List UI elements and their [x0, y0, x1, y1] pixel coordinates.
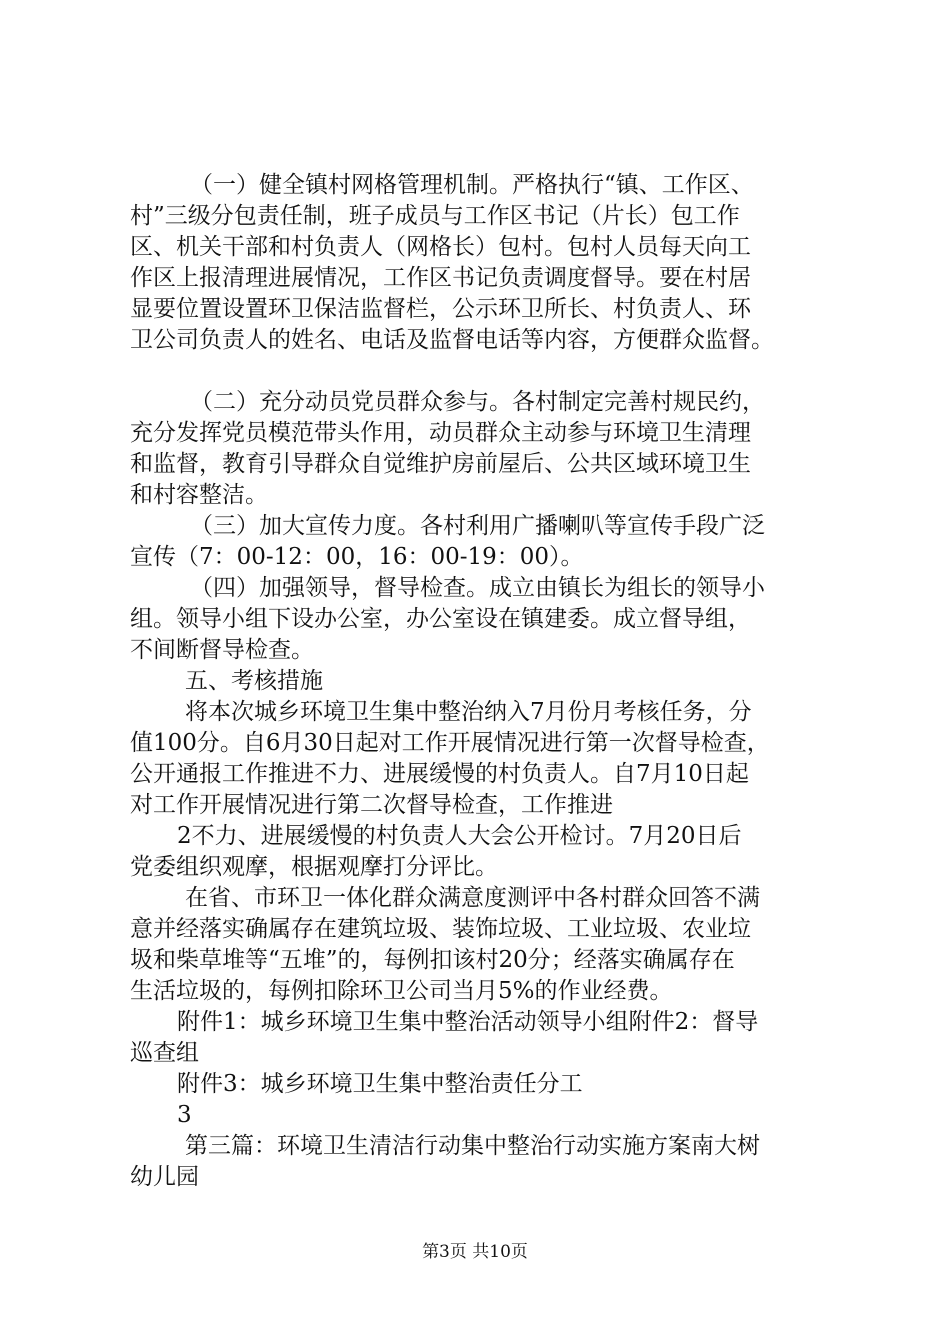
text-line: 卫公司负责人的姓名、电话及监督电话等内容，方便群众监督。: [130, 327, 774, 353]
text-line: （二）充分动员党员群众参与。各村制定完善村规民约，: [190, 389, 765, 415]
text-line: 对工作开展情况进行第二次督导检查，工作推进: [130, 792, 613, 818]
text-line: 村”三级分包责任制，班子成员与工作区书记（片长）包工作: [130, 203, 740, 229]
text-line: （一）健全镇村网格管理机制。严格执行“镇、工作区、: [190, 172, 754, 198]
text-line: 党委组织观摩，根据观摩打分评比。: [130, 854, 498, 880]
text-line: 将本次城乡环境卫生集中整治纳入7月份月考核任务，分: [185, 699, 752, 725]
text-line: 作区上报清理进展情况，工作区书记负责调度督导。要在村居: [130, 265, 751, 291]
text-line: 区、机关干部和村负责人（网格长）包村。包村人员每天向工: [130, 234, 751, 260]
text-line: 显要位置设置环卫保洁监督栏，公示环卫所长、村负责人、环: [130, 296, 751, 322]
text-line: （四）加强领导，督导检查。成立由镇长为组长的领导小: [190, 575, 765, 601]
text-line: 不间断督导检查。: [130, 637, 314, 663]
text-line: 生活垃圾的，每例扣除环卫公司当月5%的作业经费。: [130, 978, 673, 1004]
chapter-heading: 幼儿园: [130, 1164, 199, 1190]
text-line: （三）加大宣传力度。各村利用广播喇叭等宣传手段广泛: [190, 513, 765, 539]
text-line: 圾和柴草堆等“五堆”的，每例扣该村20分；经落实确属存在: [130, 947, 735, 973]
text-line: 意并经落实确属存在建筑垃圾、装饰垃圾、工业垃圾、农业垃: [130, 916, 751, 942]
text-line: 3: [177, 1102, 192, 1128]
text-line: 宣传（7：00-12：00，16：00-19：00）。: [130, 544, 584, 570]
text-line: 值100分。自6月30日起对工作开展情况进行第一次督导检查，: [130, 730, 770, 756]
chapter-heading: 第三篇：环境卫生清洁行动集中整治行动实施方案南大树: [185, 1133, 760, 1159]
text-line: 和监督，教育引导群众自觉维护房前屋后、公共区域环境卫生: [130, 451, 751, 477]
text-line: 公开通报工作推进不力、进展缓慢的村负责人。自7月10日起: [130, 761, 749, 787]
attachment-line: 附件1：城乡环境卫生集中整治活动领导小组附件2：督导: [177, 1009, 759, 1035]
section-heading: 五、考核措施: [185, 668, 323, 694]
text-line: 充分发挥党员模范带头作用，动员群众主动参与环境卫生清理: [130, 420, 751, 446]
paragraph-gap: [130, 356, 850, 387]
text-line: 在省、市环卫一体化群众满意度测评中各村群众回答不满: [185, 885, 760, 911]
text-line: 2不力、进展缓慢的村负责人大会公开检讨。7月20日后: [177, 823, 742, 849]
text-line: 组。领导小组下设办公室，办公室设在镇建委。成立督导组，: [130, 606, 751, 632]
attachment-line: 附件3：城乡环境卫生集中整治责任分工: [177, 1071, 583, 1097]
text-line: 和村容整洁。: [130, 482, 268, 508]
page-footer: 第3页 共10页: [422, 1242, 528, 1262]
document-body: [130, 170, 850, 1193]
attachment-line: 巡查组: [130, 1040, 199, 1066]
